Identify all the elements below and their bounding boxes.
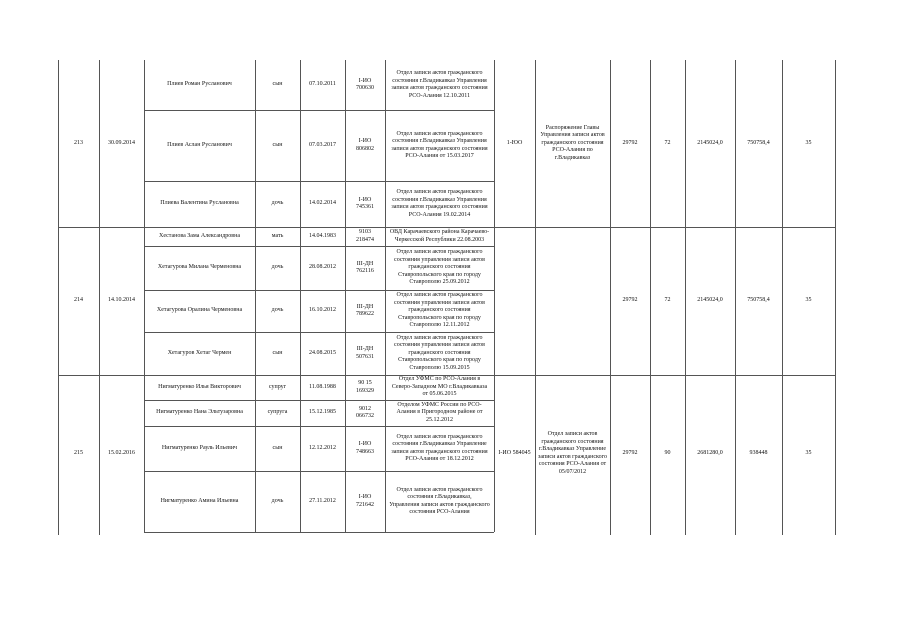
- member-issued-by: Отдел записи актов гражданского состояния г.Владикавказ Управления записи актов гражданского состояния РСО-Алания 19.02.2014: [391, 189, 488, 218]
- member-name: Нигматуренко Амина Ильевна: [160, 497, 239, 504]
- member-birthdate: 14.02.2014: [309, 200, 336, 207]
- member-name: Хетагурова Милана Черменовна: [157, 264, 242, 271]
- member-issued-by: Отдел записи актов гражданского состояния г.Владикавказ, Управления записи актов гражданского состояния РСО-Алания: [389, 486, 490, 515]
- certificate-number: I-ИО 584045: [498, 449, 531, 456]
- member-birthdate: 07.10.2011: [309, 81, 336, 88]
- member-relation: супруг: [268, 383, 287, 390]
- member-document: III-ДН 507631: [356, 346, 374, 360]
- member-relation: сын: [272, 349, 283, 356]
- norm-value: 29792: [622, 297, 638, 304]
- member-issued-by: ОВД Карачаевского района Карачаево- Черкесской Республики 22.08.2003: [389, 229, 490, 243]
- area-value: 90: [664, 449, 671, 456]
- member-birthdate: 11.08.1988: [309, 383, 336, 390]
- member-name: Плиев Роман Русланович: [167, 81, 232, 88]
- member-issued-by: Отдел УФМС по РСО-Алания в Северо-Западном МО г.Владикавказа от 05.06.2015: [391, 376, 488, 398]
- member-relation: дочь: [271, 264, 284, 271]
- member-issued-by: Отделом УФМС России по РСО- Алания в Пригородном районе от 25.12.2012: [396, 401, 483, 423]
- certificate-number: [494, 227, 535, 375]
- member-birthdate: 16.10.2012: [309, 307, 336, 314]
- member-relation: мать: [271, 232, 284, 239]
- table-bottom-rule: [144, 532, 494, 533]
- payment-value: 750758,4: [747, 139, 770, 146]
- member-name: Плиев Аслан Русланович: [167, 141, 232, 148]
- basis-document: Распоряжение Главы Управления записи актов гражданского состояния РСО-Алания по г.Владикавказ: [540, 124, 605, 161]
- member-document: 9012 066732: [356, 405, 374, 419]
- member-birthdate: 28.08.2012: [309, 264, 336, 271]
- member-issued-by: Отдел записи актов гражданского состояния управления записи актов гражданского состояния Ставропольского края по городу Ставрополю 15.09.2015: [394, 334, 485, 371]
- member-issued-by: Отдел записи актов гражданского состояния управления записи актов гражданского состояния Ставропольского края по городу Ставрополю 25.09.2012: [394, 249, 485, 286]
- member-birthdate: 07.03.2017: [309, 141, 336, 148]
- member-birthdate: 14.04.1983: [309, 232, 336, 239]
- member-issued-by: Отдел записи актов гражданского состояния г.Владикавказ Управления записи актов гражданского состояния РСО-Алания 12.10.2011: [391, 70, 488, 99]
- member-document: I-ИО 806802: [356, 138, 374, 152]
- member-name: Нигматуренко Нана Эльтузаровна: [156, 409, 243, 416]
- total-value: 2145024,0: [697, 297, 723, 304]
- percent-value: 35: [805, 139, 812, 146]
- percent-value: 35: [805, 449, 812, 456]
- record-number: 215: [74, 449, 83, 456]
- member-name: Хестанова Зама Александровна: [158, 232, 240, 239]
- member-name: Нигматуренко Рауль Ильевич: [161, 444, 238, 451]
- member-relation: сын: [272, 141, 283, 148]
- area-value: 72: [664, 139, 671, 146]
- member-relation: супруга: [267, 409, 288, 416]
- member-birthdate: 24.08.2015: [309, 349, 336, 356]
- member-relation: дочь: [271, 307, 284, 314]
- member-name: Хетагурова Оралина Черменовна: [156, 307, 243, 314]
- norm-value: 29792: [622, 139, 638, 146]
- member-birthdate: 15.12.1985: [309, 409, 336, 416]
- member-document: I-ИО 748663: [356, 441, 374, 455]
- member-relation: дочь: [271, 200, 284, 207]
- member-issued-by: Отдел записи актов гражданского состояния управления записи актов гражданского состояния Ставропольского края по городу Ставрополю 12.11.2012: [394, 292, 485, 329]
- total-value: 2145024,0: [697, 139, 723, 146]
- member-document: 90 15 169329: [356, 380, 374, 394]
- member-relation: дочь: [271, 497, 284, 504]
- basis-document: Отдел записи актов гражданского состояния г.Владикавказ Управление записи актов гражданского состояния РСО-Алания от 05/07/2012: [538, 431, 607, 475]
- member-birthdate: 12.12.2012: [309, 444, 336, 451]
- record-date: 14.10.2014: [108, 297, 135, 304]
- payment-value: 750758,4: [747, 297, 770, 304]
- member-document: III-ДН 789622: [356, 303, 374, 317]
- basis-document: [535, 227, 610, 375]
- member-name: Нигматуренко Илья Викторович: [158, 383, 241, 390]
- member-document: I-ИО 721642: [356, 494, 374, 508]
- record-number: 214: [74, 297, 83, 304]
- record-date: 15.02.2016: [108, 449, 135, 456]
- member-name: Хетагуров Хетаг Чермен: [167, 349, 232, 356]
- member-relation: сын: [272, 444, 283, 451]
- member-document: III-ДН 762116: [356, 260, 374, 274]
- member-document: 9103 218474: [356, 229, 374, 243]
- norm-value: 29792: [622, 449, 638, 456]
- member-document: I-ИО 700630: [356, 77, 374, 91]
- total-value: 2681280,0: [697, 449, 723, 456]
- percent-value: 35: [805, 297, 812, 304]
- certificate-number: 1-ЮО: [506, 139, 523, 146]
- member-relation: сын: [272, 81, 283, 88]
- member-issued-by: Отдел записи актов гражданского состояния г.Владикавказ Управление записи актов гражданского состояния РСО-Алания от 18.12.2012: [391, 433, 488, 462]
- member-name: Плиева Валентина Руслановна: [160, 200, 239, 207]
- column-rule: [835, 60, 836, 535]
- record-date: 30.09.2014: [108, 139, 135, 146]
- member-birthdate: 27.11.2012: [309, 497, 336, 504]
- area-value: 72: [664, 297, 671, 304]
- member-issued-by: Отдел записи актов гражданского состояния г.Владикавказ Управления записи актов гражданского состояния РСО-Алания от 15.03.2017: [391, 130, 488, 159]
- record-number: 213: [74, 139, 83, 146]
- member-document: I-ИО 745361: [356, 196, 374, 210]
- payment-value: 938448: [749, 449, 768, 456]
